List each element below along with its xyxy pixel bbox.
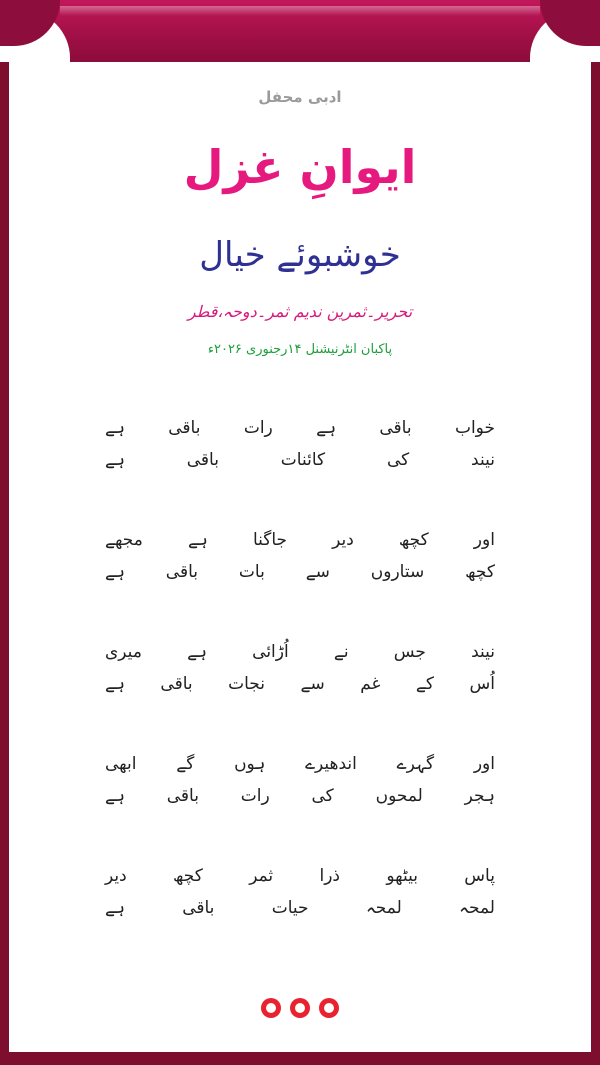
banner-shine	[60, 6, 540, 16]
verse-word: سے	[305, 562, 330, 582]
verse-word: جاگنا	[252, 530, 288, 550]
verse-line	[105, 780, 495, 812]
end-dot-icon	[290, 998, 310, 1018]
verse-word: ہے	[105, 786, 125, 806]
verse-word: حیات	[271, 898, 309, 918]
verse-word: رات	[240, 786, 270, 806]
verse-word: نیند	[471, 450, 495, 470]
verse-word: اور	[473, 754, 495, 774]
end-dot-icon	[261, 998, 281, 1018]
verse-word: کچھ	[465, 562, 495, 582]
verse-line	[105, 892, 495, 924]
verse-word: گہرے	[396, 754, 435, 774]
verse-word: نے	[333, 642, 349, 662]
verse-word: ہے	[316, 418, 337, 438]
verse-word: ہے	[105, 898, 125, 918]
author-byline: تحریر۔ثمرین ندیم ثمر۔دوحہ،قطر	[187, 302, 413, 321]
verse-word: دیر	[105, 866, 127, 886]
verse-word: ہوں	[234, 754, 266, 774]
verse-word: ہے	[187, 642, 207, 662]
verse-word: نجات	[228, 674, 265, 694]
verse-word: باقی	[379, 418, 412, 438]
verse-word: میری	[105, 642, 142, 662]
top-banner	[0, 0, 600, 62]
verse-line	[105, 636, 495, 668]
poem-body	[105, 412, 495, 972]
verse-word: جس	[393, 642, 426, 662]
end-dot-icon	[319, 998, 339, 1018]
stanza	[105, 412, 495, 476]
verse-line	[105, 668, 495, 700]
verse-word: ہے	[187, 530, 208, 550]
verse-line	[105, 556, 495, 588]
verse-word: سے	[300, 674, 325, 694]
verse-word: رات	[243, 418, 273, 438]
verse-word: باقی	[166, 786, 199, 806]
page-title: ایوانِ غزل	[183, 140, 417, 194]
verse-word: کچھ	[173, 866, 203, 886]
verse-word: اُڑائی	[252, 642, 289, 662]
verse-word: ابھی	[105, 754, 137, 774]
verse-word: خواب	[454, 418, 495, 438]
verse-word: ہے	[105, 450, 125, 470]
verse-word: بیٹھو	[386, 866, 418, 886]
verse-word: باقی	[186, 450, 219, 470]
verse-word: ہے	[105, 418, 125, 438]
verse-word: ہے	[105, 674, 125, 694]
stanza	[105, 748, 495, 812]
verse-word: ستاروں	[370, 562, 425, 582]
verse-word: کی	[311, 786, 334, 806]
verse-line	[105, 748, 495, 780]
verse-word: کی	[386, 450, 410, 470]
verse-word: ہجر	[464, 786, 495, 806]
verse-line	[105, 524, 495, 556]
verse-line	[105, 412, 495, 444]
article-page	[9, 62, 591, 1052]
verse-word: کچھ	[398, 530, 429, 550]
verse-word: باقی	[168, 418, 201, 438]
poem-subtitle: خوشبوئے خیال	[199, 235, 401, 275]
verse-word: مجھے	[105, 530, 143, 550]
verse-word: اور	[473, 530, 495, 550]
verse-word: اُس	[469, 674, 495, 694]
stanza	[105, 636, 495, 700]
verse-word: لمحہ	[459, 898, 495, 918]
stanza	[105, 860, 495, 924]
verse-word: کائنات	[280, 450, 326, 470]
verse-word: نیند	[471, 642, 495, 662]
end-marker	[9, 998, 591, 1022]
verse-word: غم	[360, 674, 381, 694]
verse-word: بات	[238, 562, 265, 582]
verse-word: باقی	[160, 674, 193, 694]
verse-word: باقی	[182, 898, 215, 918]
verse-word: گے	[176, 754, 195, 774]
verse-word: کے	[415, 674, 434, 694]
verse-word: اندھیرے	[305, 754, 357, 774]
verse-word: ذرا	[319, 866, 340, 886]
stanza	[105, 524, 495, 588]
section-label: ادبی محفل	[258, 88, 342, 106]
verse-word: لمحہ	[365, 898, 402, 918]
verse-word: پاس	[464, 866, 495, 886]
verse-line	[105, 444, 495, 476]
publication-info: پاکبان انٹرنیشنل ۱۴رجنوری ۲۰۲۶ء	[207, 342, 393, 357]
verse-word: باقی	[165, 562, 199, 582]
verse-line	[105, 860, 495, 892]
verse-word: ہے	[105, 562, 125, 582]
verse-word: ثمر	[249, 866, 274, 886]
verse-word: لمحوں	[375, 786, 423, 806]
verse-word: دیر	[332, 530, 354, 550]
